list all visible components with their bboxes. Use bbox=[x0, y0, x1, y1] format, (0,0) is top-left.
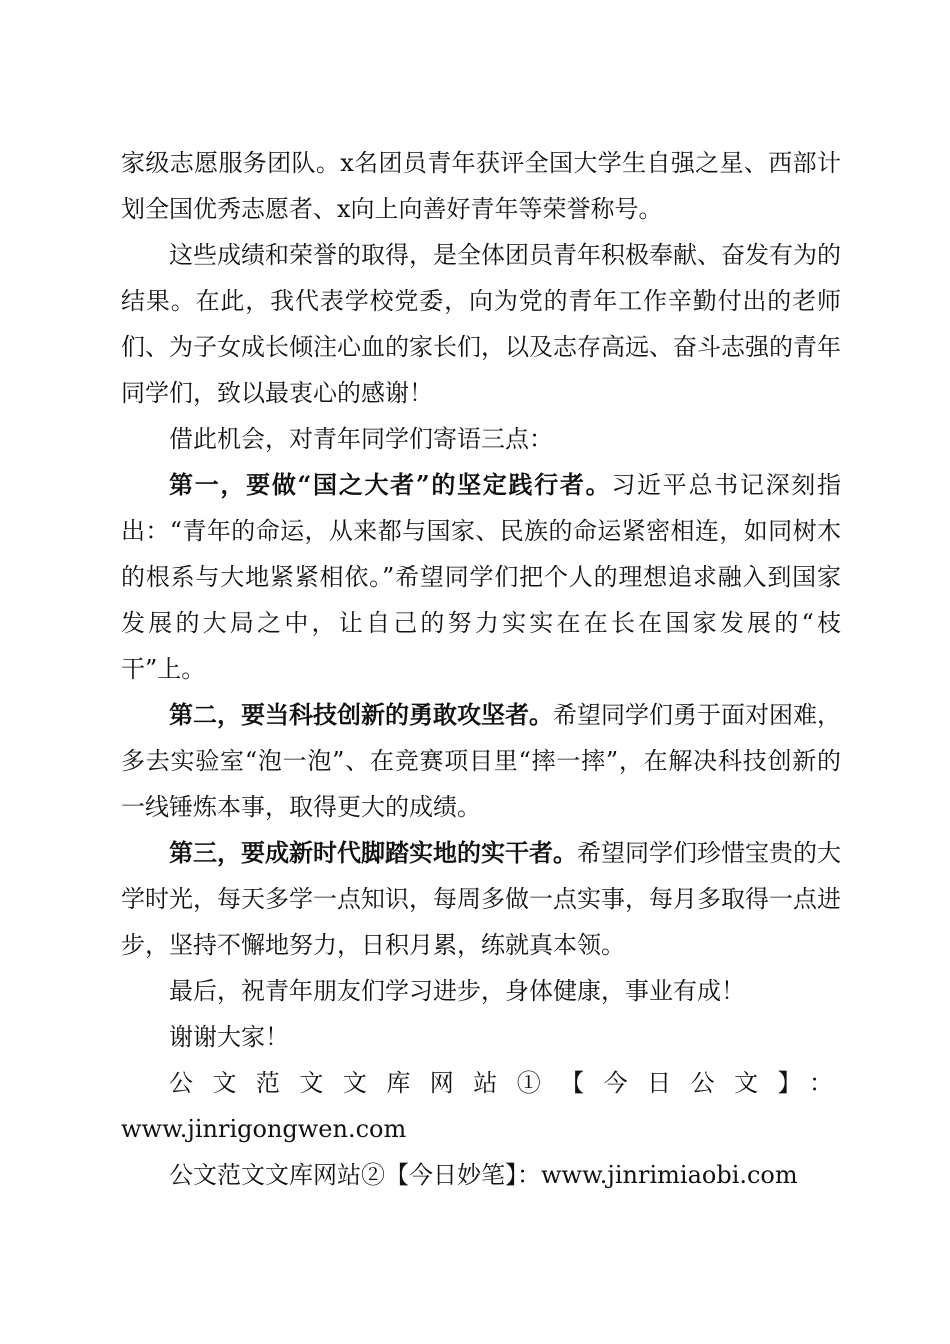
paragraph-text: 最后，祝青年朋友们学习进步，身体健康，事业有成！ bbox=[169, 977, 745, 1005]
point-three-body: 希望同学们珍惜宝贵的大学时光，每天多学一点知识，每周多做一点实事，每月多取得一点进步，坚持不懈地努力，日积月累，练就真本领。 bbox=[121, 839, 841, 959]
point-one-heading: 第一，要做“国之大者”的坚定践行者。 bbox=[169, 470, 612, 499]
site-one-label-text: 公文范文文库网站①【今日公文】： bbox=[169, 1069, 841, 1097]
paragraph-point-one bbox=[121, 462, 841, 692]
paragraph-thanks bbox=[121, 232, 841, 416]
point-three-heading: 第三，要成新时代脚踏实地的实干者。 bbox=[169, 838, 577, 867]
paragraph-text: 借此机会，对青年同学们寄语三点： bbox=[169, 425, 553, 453]
paragraph-intro-three-points bbox=[121, 416, 841, 462]
paragraph-text: 家级志愿服务团队。x名团员青年获评全国大学生自强之星、西部计划全国优秀志愿者、x向上向善好青年等荣誉称号。 bbox=[121, 149, 841, 223]
site-one-link[interactable]: www.jinrigongwen.com bbox=[121, 1115, 407, 1143]
point-two-body: 希望同学们勇于面对困难，多去实验室“泡一泡”、在竞赛项目里“摔一摔”，在解决科技创新的一线锤炼本事，取得更大的成绩。 bbox=[121, 701, 841, 821]
paragraph-point-three bbox=[121, 830, 841, 968]
footer-site-one-url[interactable] bbox=[121, 1106, 841, 1152]
site-two-link[interactable]: www.jinrimiaobi.com bbox=[541, 1161, 798, 1189]
site-two-label-text: 公文范文文库网站②【今日妙笔】： bbox=[169, 1161, 541, 1189]
document-page bbox=[121, 140, 841, 1198]
point-one-body: 习近平总书记深刻指出：“青年的命运，从来都与国家、民族的命运紧密相连，如同树木的根系与大地紧紧相依。”希望同学们把个人的理想追求融入到国家发展的大局之中，让自己的努力实实在在长在国家发展的“枝干”上。 bbox=[121, 471, 842, 683]
paragraph-text: 谢谢大家！ bbox=[169, 1023, 289, 1051]
paragraph-awards-continued bbox=[121, 140, 841, 232]
paragraph-text: 这些成绩和荣誉的取得，是全体团员青年积极奉献、奋发有为的结果。在此，我代表学校党委，向为党的青年工作辛勤付出的老师们、为子女成长倾注心血的家长们，以及志存高远、奋斗志强的青年同学们，致以最衷心的感谢！ bbox=[121, 241, 841, 407]
footer-site-two bbox=[121, 1152, 841, 1198]
paragraph-closing-wishes bbox=[121, 968, 841, 1014]
footer-site-one-label bbox=[121, 1060, 841, 1106]
paragraph-thank-you bbox=[121, 1014, 841, 1060]
point-two-heading: 第二，要当科技创新的勇敢攻坚者。 bbox=[169, 700, 553, 729]
paragraph-point-two bbox=[121, 692, 841, 830]
